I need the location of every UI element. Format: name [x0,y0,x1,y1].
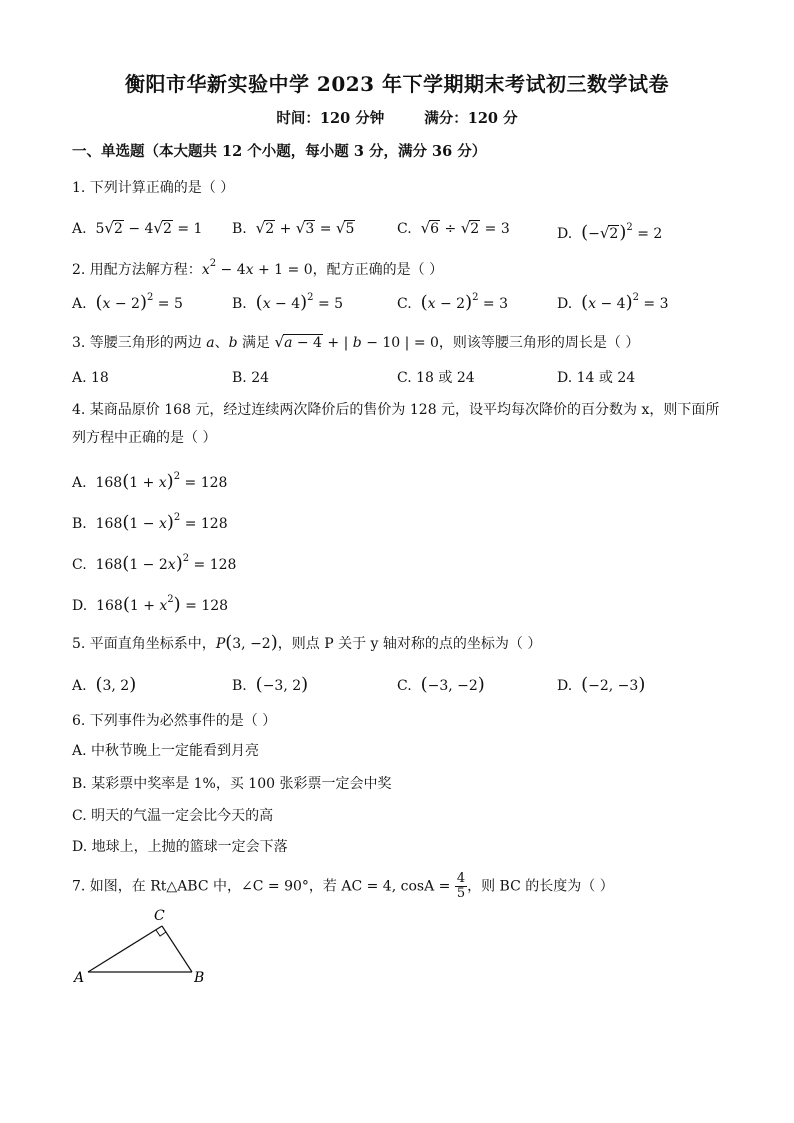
q4-option-b: B. $168(1 - x)^2 = 128$ [72,512,228,533]
q6-option-a: A. 中秋节晚上一定能看到月亮 [72,743,260,759]
q1-option-d: D. $(-√2)^2 = 2$ [557,222,663,243]
q2-option-c: C. $(x - 2)^2 = 3$ [397,292,509,313]
q3-option-b: B. 24 [232,370,270,386]
q2-option-b: B. $(x - 4)^2 = 5$ [232,292,344,313]
question-7-stem: 7. 如图，在 Rt△ABC 中，∠C = 90°，若 AC = 4, cosA = $\frac{4}{5}$ ，则 BC 的长度为（ ） [72,871,614,901]
vertex-label-a: A [74,970,85,986]
q2-option-a: A. $(x - 2)^2 = 5$ [72,292,183,313]
q3-option-c: C. 18 或 24 [397,370,475,386]
side-ac [88,926,162,972]
exam-title: 衡阳市华新实验中学 2023 年下学期期末考试初三数学试卷 [124,72,670,96]
exam-time: 时间：120 分钟 [276,110,385,127]
question-2-stem: 2. 用配方法解方程：$x^2 - 4x + 1 = 0$，配方正确的是（ ） [72,258,444,278]
q3-option-a: A. 18 [72,370,109,386]
question-4-stem: 4. 某商品原价 168 元，经过连续两次降价后的售价为 128 元，设平均每次降价的百分数为 x，则下面所列方程中正确的是（ ） [72,402,720,446]
triangle-figure [64,900,224,990]
q2-option-d: D. $(x - 4)^2 = 3$ [557,292,669,313]
question-5-stem: 5. 平面直角坐标系中，P(3, −2)，则点 P 关于 y 轴对称的点的坐标为（ ） [72,632,542,653]
q5-option-c: C. (−3, −2) [397,674,485,695]
q5-option-a: A. (3, 2) [72,674,137,695]
q1-option-a: A. 5√2 − 4√2 = 1 [72,219,203,237]
side-cb [162,926,192,972]
question-6-stem: 6. 下列事件为必然事件的是（ ） [72,713,277,729]
q5-option-d: D. (−2, −3) [557,674,646,695]
q6-option-b: B. 某彩票中奖率是 1%，买 100 张彩票一定会中奖 [72,776,392,792]
section-heading: 一、单选题（本大题共 12 个小题，每小题 3 分，满分 36 分） [72,143,487,160]
cos-fraction: $\frac{4}{5}$ [456,871,466,901]
question-3-stem: 3. 等腰三角形的两边 a、b 满足 √a − 4 + | b − 10 | = 0，则该等腰三角形的周长是（ ） [72,333,640,351]
exam-subtitle [0,107,794,128]
vertex-label-b: B [194,970,205,986]
q1-option-b: B. √2 + √3 = √5 [232,219,355,237]
exam-score: 满分：120 分 [424,110,518,127]
q6-option-d: D. 地球上，上抛的篮球一定会下落 [72,839,288,855]
q5-option-b: B. (−3, 2) [232,674,309,695]
vertex-label-c: C [154,908,165,924]
q4-option-c: C. $168(1 - 2x)^2 = 128$ [72,553,237,574]
q1-option-c: C. √6 ÷ √2 = 3 [397,219,510,237]
q4-option-d: D. $168(1 + x^2) = 128$ [72,594,229,615]
q4-option-a: A. $168(1 + x)^2 = 128$ [72,471,228,492]
q6-option-c: C. 明天的气温一定会比今天的高 [72,808,274,824]
q3-option-d: D. 14 或 24 [557,370,636,386]
question-1-stem: 1. 下列计算正确的是（ ） [72,180,235,196]
